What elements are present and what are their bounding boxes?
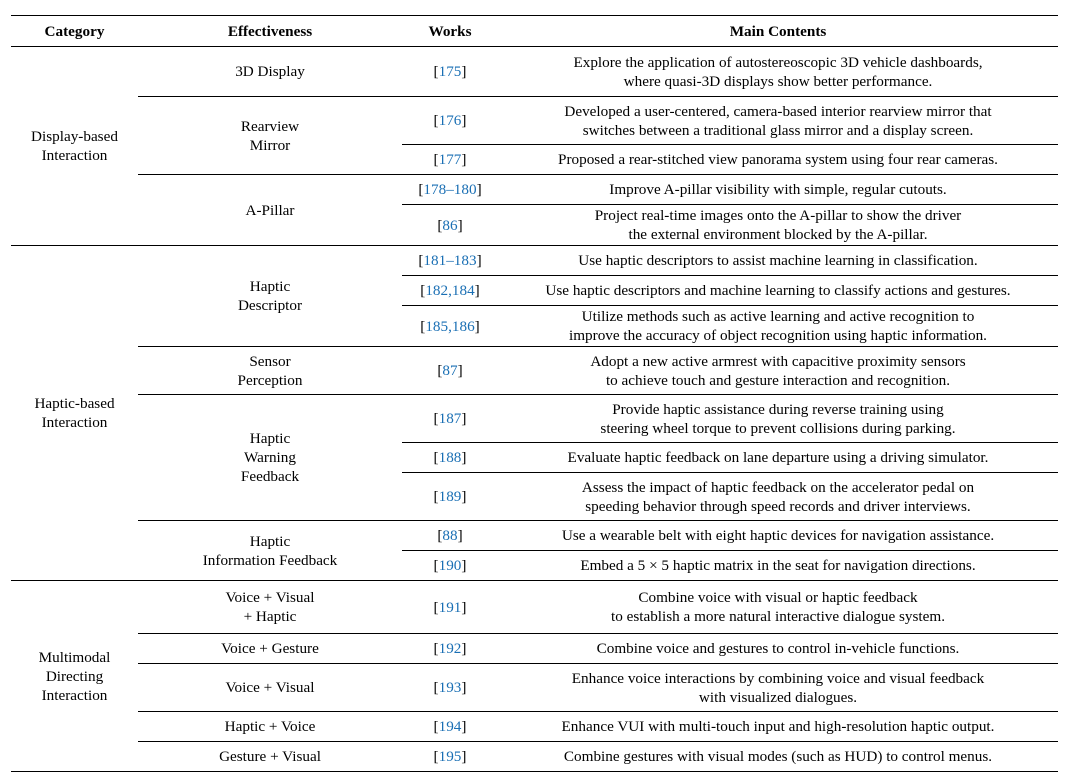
citation-link[interactable]: 191 <box>438 598 462 616</box>
main-contents-cell: Project real-time images onto the A-pillar to show the driver the external environment blocked by the A-pillar. <box>498 205 1058 246</box>
main-contents-cell: Combine gestures with visual modes (such as HUD) to control menus. <box>498 742 1058 772</box>
citation-link[interactable]: 176 <box>438 112 462 129</box>
bracket-open: [ <box>433 640 439 657</box>
main-contents-cell: Adopt a new active armrest with capacitive proximity sensors to achieve touch and gesture interaction and recognition. <box>498 347 1058 395</box>
bracket-open: [ <box>420 317 426 335</box>
works-cell <box>402 712 498 742</box>
main-contents-cell: Evaluate haptic feedback on lane departure using a driving simulator. <box>498 443 1058 473</box>
bracket-close: ] <box>461 410 467 427</box>
table-row <box>11 347 1058 395</box>
bracket-open: [ <box>433 557 439 574</box>
works-cell <box>402 347 498 395</box>
bracket-close: ] <box>461 63 467 80</box>
citation-link[interactable]: 195 <box>438 748 462 765</box>
works-cell <box>402 581 498 634</box>
bracket-open: [ <box>437 362 443 379</box>
table-row <box>11 742 1058 772</box>
citation-link[interactable]: 193 <box>438 679 462 696</box>
table-row <box>11 712 1058 742</box>
works-cell <box>402 205 498 246</box>
bracket-close: ] <box>474 317 480 335</box>
effectiveness-cell: Haptic Descriptor <box>138 246 402 347</box>
bracket-open: [ <box>433 449 439 466</box>
effectiveness-cell: Voice + Gesture <box>138 634 402 664</box>
main-contents-cell: Improve A-pillar visibility with simple, regular cutouts. <box>498 175 1058 205</box>
table-row <box>11 521 1058 551</box>
main-contents-cell: Combine voice and gestures to control in-vehicle functions. <box>498 634 1058 664</box>
works-cell <box>402 306 498 347</box>
bracket-open: [ <box>433 488 439 505</box>
works-cell <box>402 521 498 551</box>
effectiveness-cell: Voice + Visual + Haptic <box>138 581 402 634</box>
effectiveness-cell: Gesture + Visual <box>138 742 402 772</box>
works-cell <box>402 551 498 581</box>
citation-link[interactable]: 88 <box>442 527 458 544</box>
bracket-close: ] <box>476 252 482 269</box>
header-row <box>11 16 1058 47</box>
bracket-open: [ <box>433 748 439 765</box>
header-category: Category <box>11 16 138 47</box>
works-cell <box>402 443 498 473</box>
main-contents-cell: Proposed a rear-stitched view panorama system using four rear cameras. <box>498 145 1058 175</box>
effectiveness-cell: Voice + Visual <box>138 664 402 712</box>
works-table <box>11 15 1058 772</box>
main-contents-cell: Combine voice with visual or haptic feedback to establish a more natural interactive dialogue system. <box>498 581 1058 634</box>
table-container <box>11 15 1058 772</box>
table-row <box>11 47 1058 97</box>
category-cell: Display-based Interaction <box>11 47 138 246</box>
table-body <box>11 47 1058 772</box>
main-contents-cell: Provide haptic assistance during reverse training using steering wheel torque to prevent collisions during parking. <box>498 395 1058 443</box>
works-cell <box>402 246 498 276</box>
bracket-open: [ <box>433 63 439 80</box>
table-row <box>11 395 1058 443</box>
main-contents-cell: Utilize methods such as active learning and active recognition to improve the accuracy of object recognition using haptic information. <box>498 306 1058 347</box>
main-contents-cell: Use a wearable belt with eight haptic devices for navigation assistance. <box>498 521 1058 551</box>
header-works: Works <box>402 16 498 47</box>
bracket-close: ] <box>461 488 467 505</box>
table-header <box>11 16 1058 47</box>
bracket-open: [ <box>437 216 443 234</box>
works-cell <box>402 276 498 306</box>
main-contents-cell: Enhance VUI with multi-touch input and high-resolution haptic output. <box>498 712 1058 742</box>
bracket-close: ] <box>461 151 467 168</box>
citation-link[interactable]: 175 <box>438 63 462 80</box>
works-cell <box>402 175 498 205</box>
table-row <box>11 664 1058 712</box>
citation-link[interactable]: 181–183 <box>423 252 477 269</box>
main-contents-cell: Developed a user-centered, camera-based interior rearview mirror that switches between a traditional glass mirror and a display screen. <box>498 97 1058 145</box>
bracket-open: [ <box>418 252 424 269</box>
bracket-close: ] <box>474 282 480 299</box>
bracket-open: [ <box>433 718 439 735</box>
bracket-close: ] <box>461 598 467 616</box>
main-contents-cell: Use haptic descriptors to assist machine learning in classification. <box>498 246 1058 276</box>
main-contents-cell: Assess the impact of haptic feedback on the accelerator pedal on speeding behavior through speed records and driver interviews. <box>498 473 1058 521</box>
bracket-open: [ <box>433 410 439 427</box>
bracket-open: [ <box>437 527 443 544</box>
effectiveness-cell: Rearview Mirror <box>138 97 402 175</box>
header-effectiveness: Effectiveness <box>138 16 402 47</box>
bracket-open: [ <box>433 151 439 168</box>
works-cell <box>402 664 498 712</box>
bracket-open: [ <box>420 282 426 299</box>
bracket-close: ] <box>457 362 463 379</box>
main-contents-cell: Enhance voice interactions by combining voice and visual feedback with visualized dialogues. <box>498 664 1058 712</box>
bracket-close: ] <box>461 449 467 466</box>
bracket-close: ] <box>461 112 467 129</box>
bracket-open: [ <box>433 598 439 616</box>
table-row <box>11 246 1058 276</box>
citation-link[interactable]: 86 <box>442 216 458 234</box>
effectiveness-cell: Haptic Information Feedback <box>138 521 402 581</box>
citation-link[interactable]: 190 <box>438 557 462 574</box>
table-row <box>11 634 1058 664</box>
bracket-open: [ <box>433 112 439 129</box>
bracket-close: ] <box>476 181 482 198</box>
bracket-close: ] <box>461 748 467 765</box>
main-contents-cell: Embed a 5 × 5 haptic matrix in the seat for navigation directions. <box>498 551 1058 581</box>
citation-link[interactable]: 194 <box>438 718 462 735</box>
header-main-contents: Main Contents <box>498 16 1058 47</box>
citation-link[interactable]: 178–180 <box>423 181 477 198</box>
main-contents-cell: Explore the application of autostereoscopic 3D vehicle dashboards, where quasi-3D displays show better performance. <box>498 47 1058 97</box>
main-contents-cell: Use haptic descriptors and machine learning to classify actions and gestures. <box>498 276 1058 306</box>
works-cell <box>402 742 498 772</box>
works-cell <box>402 395 498 443</box>
category-cell: Haptic-based Interaction <box>11 246 138 581</box>
bracket-open: [ <box>433 679 439 696</box>
bracket-close: ] <box>461 679 467 696</box>
bracket-close: ] <box>457 216 463 234</box>
citation-link[interactable]: 188 <box>438 449 462 466</box>
citation-link[interactable]: 177 <box>438 151 462 168</box>
table-row <box>11 581 1058 634</box>
works-cell <box>402 634 498 664</box>
bracket-open: [ <box>418 181 424 198</box>
table-row <box>11 97 1058 145</box>
citation-link[interactable]: 185,186 <box>425 317 475 335</box>
bracket-close: ] <box>457 527 463 544</box>
citation-link[interactable]: 182,184 <box>425 282 475 299</box>
citation-link[interactable]: 192 <box>438 640 462 657</box>
effectiveness-cell: Sensor Perception <box>138 347 402 395</box>
effectiveness-cell: A-Pillar <box>138 175 402 246</box>
effectiveness-cell: Haptic Warning Feedback <box>138 395 402 521</box>
citation-link[interactable]: 189 <box>438 488 462 505</box>
category-cell: Multimodal Directing Interaction <box>11 581 138 772</box>
works-cell <box>402 47 498 97</box>
effectiveness-cell: 3D Display <box>138 47 402 97</box>
works-cell <box>402 145 498 175</box>
works-cell <box>402 473 498 521</box>
bracket-close: ] <box>461 718 467 735</box>
table-row <box>11 175 1058 205</box>
works-cell <box>402 97 498 145</box>
citation-link[interactable]: 87 <box>442 362 458 379</box>
effectiveness-cell: Haptic + Voice <box>138 712 402 742</box>
citation-link[interactable]: 187 <box>438 410 462 427</box>
bracket-close: ] <box>461 640 467 657</box>
bracket-close: ] <box>461 557 467 574</box>
